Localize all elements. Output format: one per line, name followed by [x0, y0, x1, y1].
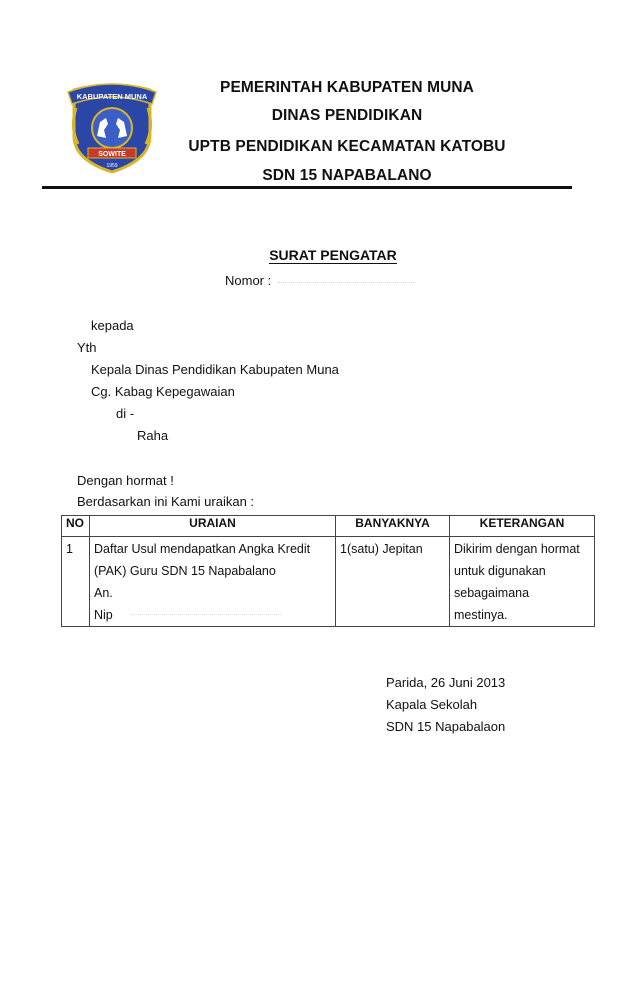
letterhead-divider — [42, 186, 572, 189]
address-city: Raha — [137, 428, 169, 443]
signature-position: Kapala Sekolah — [386, 697, 478, 712]
address-cc: Cg. Kabag Kepegawaian — [91, 384, 235, 399]
cell-uraian — [90, 537, 336, 627]
col-header-uraian: URAIAN — [90, 516, 336, 537]
uraian-nip-line — [94, 604, 331, 626]
address-recipient: Kepala Dinas Pendidikan Kabupaten Muna — [91, 362, 339, 377]
col-header-keterangan: KETERANGAN — [450, 516, 595, 537]
uraian-line: An. — [94, 586, 113, 600]
emblem-year-text: 1959 — [106, 163, 118, 169]
nomor-blank — [278, 282, 416, 285]
emblem-ribbon-text: SOWITE — [98, 151, 126, 158]
address-kepada: kepada — [91, 318, 134, 333]
letterhead-school: SDN 15 NAPABALANO — [262, 167, 432, 184]
letter-title-wrap — [0, 247, 638, 263]
table-row — [62, 537, 595, 627]
nip-label: Nip — [94, 608, 113, 622]
items-table — [61, 515, 595, 627]
keterangan-line: Dikirim dengan hormat — [454, 542, 580, 556]
uraian-line: (PAK) Guru SDN 15 Napabalano — [94, 564, 276, 578]
address-di: di - — [116, 406, 135, 421]
uraian-line: Daftar Usul mendapatkan Angka Kredit — [94, 542, 311, 556]
cell-banyaknya: 1(satu) Jepitan — [336, 537, 450, 627]
letterhead-government: PEMERINTAH KABUPATEN MUNA — [220, 79, 474, 96]
col-header-no: NO — [62, 516, 90, 537]
signature-place-date: Parida, 26 Juni 2013 — [386, 675, 506, 690]
letterhead-department: DINAS PENDIDIKAN — [271, 107, 423, 124]
letterhead-unit: UPTB PENDIDIKAN KECAMATAN KATOBU — [188, 138, 506, 155]
col-header-banyaknya: BANYAKNYA — [336, 516, 450, 537]
keterangan-line: sebagaimana — [454, 586, 530, 600]
address-yth: Yth — [77, 340, 97, 355]
cell-keterangan — [450, 537, 595, 627]
greeting: Dengan hormat ! — [77, 473, 174, 488]
keterangan-line: untuk digunakan — [454, 564, 546, 578]
nip-blank — [131, 614, 281, 617]
cell-no: 1 — [62, 537, 90, 627]
keterangan-line: mestinya. — [454, 608, 508, 622]
intro-text: Berdasarkan ini Kami uraikan : — [77, 494, 255, 509]
emblem-banner-text: KABUPATEN MUNA — [76, 92, 148, 101]
nomor-label: Nomor : — [225, 273, 272, 288]
letter-title: SURAT PENGATAR — [269, 247, 397, 263]
table-header-row — [62, 516, 595, 537]
signature-school: SDN 15 Napabalaon — [386, 719, 506, 734]
